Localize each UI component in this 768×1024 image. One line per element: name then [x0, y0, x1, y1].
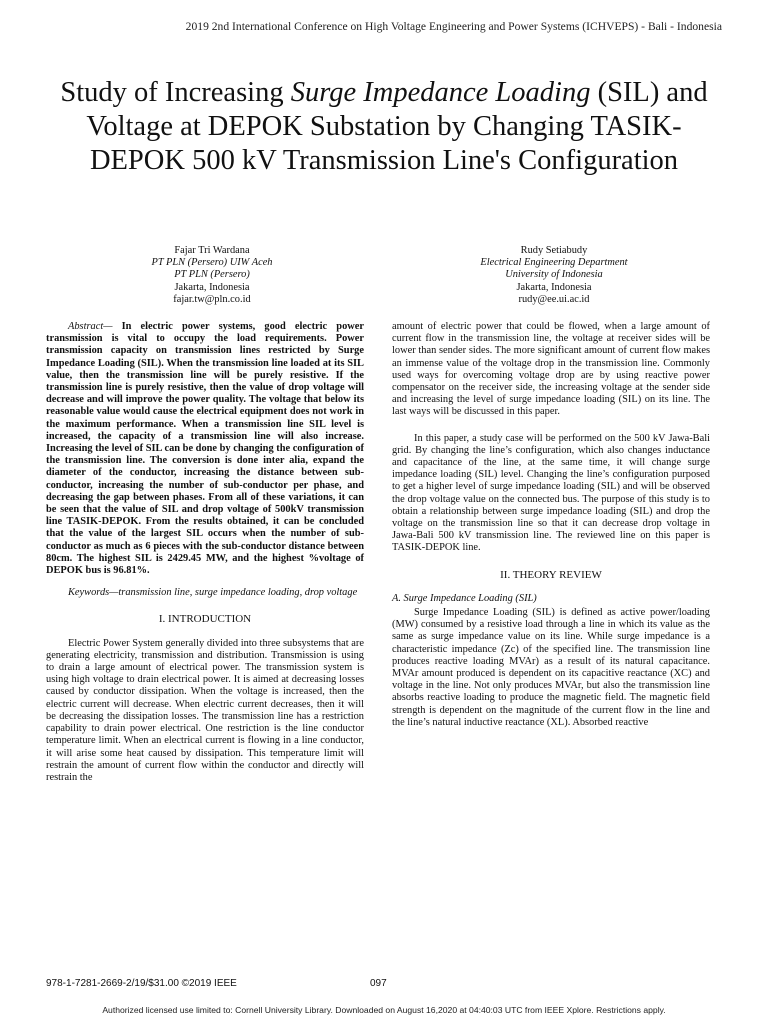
author-email: rudy@ee.ui.ac.id [518, 293, 590, 305]
licence-notice: Authorized licensed use limited to: Cornell University Library. Downloaded on August 16,2020 at 04:40:03 UTC from IEEE Xplore. Restrictions apply. [102, 1005, 666, 1015]
title-part-1: Study of Increasing [60, 77, 291, 108]
paper-title [40, 76, 728, 178]
body-paragraph: amount of electric power that could be flowed, when a large amount of current flow in the transmission line, the voltage at receiver sides will be lower than sender sides. The more significant amount of current flow makes an immense value of the voltage drop in the transmission line. Commonly used ways for overcoming voltage drop are by using reactive power compensator on the receiver side, the increasing voltage at the sender side and increasing the level of surge impedance loading (SIL) on its line. The last ways will be discussed in this paper. [392, 321, 710, 418]
author-location: Jakarta, Indonesia [516, 281, 592, 293]
body-paragraph: In this paper, a study case will be performed on the 500 kV Jawa-Bali grid. By changing the line’s configuration, which also changes inductance and capacitance of the line, at the same time, it will change surge impedance loading (SIL) level. Changing the line’s configuration purposed to get a higher level of surge impedance loading (SIL) and will be observed the drop voltage value on the connected bus. The purpose of this study is to obtain a relationship between surge impedance loading (SIL) and drop the voltage on the transmission line so that it can decrease drop voltage in Jawa-Bali 500 kV transmission line. The reviewed line on this paper is TASIK-DEPOK line. [392, 432, 710, 554]
title-part-2-italic: Surge Impedance Loading [290, 77, 591, 108]
author-name: Fajar Tri Wardana [174, 245, 250, 256]
abstract-body: In electric power systems, good electric power transmission is vital to occupy the load requirements. Power transmission capacity on transmission lines restricted by Surge Impedance Loading (SIL). When the transmission line loaded at its SIL value, then the transmission line will be purely resistive. If the transmission line is purely resistive, then the value of drop voltage will decrease and will improve the power quality. The voltage that below its reasonable value would cause the electrical equipment does not work in the maximum performance. When a transmission line SIL level is increased, the capacity of a transmission line will also increase. Increasing the level of SIL can be done by changing the configuration of the transmission line. The conversion is done inter alia, expand the diameter of the conductor, increasing the distance between sub-conductor, increasing the number of sub-conductor per phase, and decreasing the gap between phases. From all of these variations, it can be seen that the value of SIL and drop voltage of 500kV transmission line TASIK-DEPOK. From the results obtained, it can be concluded that the value of the largest SIL occurs when the number of sub-conductor as much as 6 pieces with the sub-conductor distance between 80cm. The highest SIL is 2429.45 MW, and the highest %voltage of DEPOK bus is 96.81%. [46, 321, 364, 577]
subsection-heading-sil: A. Surge Impedance Loading (SIL) [392, 592, 537, 604]
author-affiliation: Electrical Engineering Department [480, 257, 628, 269]
abstract-lead: Abstract— [68, 321, 113, 332]
conference-header: 2019 2nd International Conference on High Voltage Engineering and Power Systems (ICHVEPS) - Bali - Indonesia [185, 20, 722, 33]
title-part-3: (SIL) and Voltage at DEPOK Substation by Changing TASIK-DEPOK 500 kV Transmission Line's Configuration [86, 77, 708, 176]
author-affiliation: PT PLN (Persero) UIW Aceh [151, 257, 273, 269]
author-name: Rudy Setiabudy [520, 245, 588, 256]
author-affiliation: PT PLN (Persero) [174, 269, 250, 281]
introduction-paragraph: Electric Power System generally divided into three subsystems that are generating electricity, transmission and distribution. Transmission is using to drain a large amount of electrical power. The transmission system is using high voltage to drain electrical power. It is aimed at decreasing losses caused by conductor dissipation. When the voltage is increased, then the electric current will decrease. When electric current decreases, then it will be decreasing the dissipation losses. The transmission line has a restriction capability to drain power electrical. One restriction is the line conductor temperature limit. When an electrical current is flowing in a line conductor, it will arise some heat caused by dissipation. This temperature limit will restrain the amount of current flow within the conductor and directly will restrain the [46, 637, 364, 783]
author-block-2 [434, 245, 674, 306]
page-number: 097 [370, 978, 387, 989]
right-column [392, 321, 710, 729]
theory-paragraph: Surge Impedance Loading (SIL) is defined as active power/loading (MW) consumed by a resistive load through a line in which its value as the same as surge impedance value on its line. While surge impedance is a characteristic impedance (Zc) of the specified line. The transmission line produces reactive loading MVAr) as a result of its natural capacitance. MVAr amount produced is dependent on its capacitive reactance (XC) and voltage in the line. Not only produces MVAr, but also the transmission line absorbs reactive loading to produce the magnetic field. The magnetic field strength is dependent on the magnitude of the current flow in the line and the line’s natural inductive reactance (XL). Absorbed reactive [392, 607, 710, 728]
author-affiliation: University of Indonesia [505, 269, 603, 281]
section-heading-theory-review: II. THEORY REVIEW [500, 568, 602, 581]
section-heading-introduction: I. INTRODUCTION [158, 613, 252, 626]
keywords: Keywords—transmission line, surge impedance loading, drop voltage [68, 587, 358, 599]
left-column [46, 321, 364, 784]
author-location: Jakarta, Indonesia [174, 281, 250, 293]
author-block-1 [92, 245, 332, 306]
footer-isbn: 978-1-7281-2669-2/19/$31.00 ©2019 IEEE [46, 978, 237, 989]
author-email: fajar.tw@pln.co.id [173, 293, 251, 305]
abstract [46, 321, 364, 577]
